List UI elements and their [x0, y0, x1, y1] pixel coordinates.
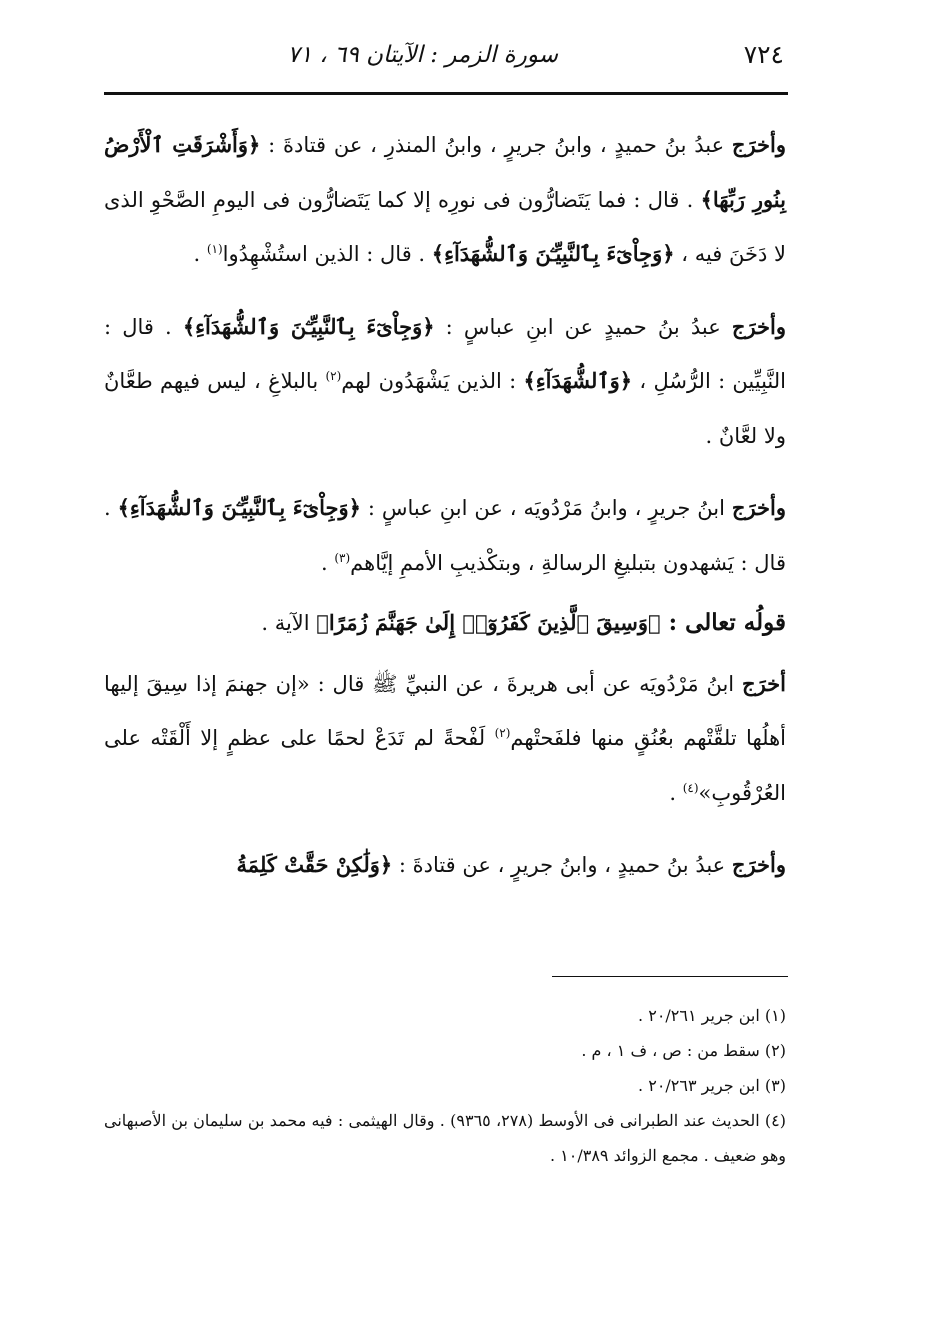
- quran-verse: ﴿وَسِيقَ ٱلَّذِينَ كَفَرُوٓا۟ إِلَىٰ جَهَنَّمَ زُمَرًا﴾: [316, 610, 661, 635]
- footnote-2: (٢) سقط من : ص ، ف ١ ، م .: [581, 1041, 786, 1060]
- paragraph-text: ابنُ مَرْدُويَه عن أبى هريرةَ ، عن النبيِّ ﷺ قال : «إن جهنمَ إذا سِيقَ إليها أهلُها تلقَّتْهم بعُنُقٍ منها فلفَحتْهم: [104, 671, 786, 750]
- paragraph-1: [104, 118, 786, 282]
- paragraph-text: . قال : الذين استُشْهِدُوا: [222, 242, 432, 266]
- paragraph-text: : الذين يَشْهَدُون لهم: [341, 369, 524, 393]
- quran-verse: ﴿وَلَٰكِنْ حَقَّتْ كَلِمَةُ: [236, 852, 393, 877]
- paragraph-5: [104, 838, 786, 893]
- footnotes: [104, 998, 786, 1173]
- paragraph-text: لَفْحةً لم تَدَعْ لحمًا على عظمٍ إلا أَلْقَتْه على العُرْقُوبِ»: [104, 726, 786, 805]
- paragraph-lead: أخرَج: [742, 670, 786, 696]
- paragraph-text: . قال : النَّبِيِّين : الرُّسُلِ ،: [104, 314, 786, 393]
- quran-verse: ﴿وَجِاْىٓءَ بِٱلنَّبِيِّـۧنَ وَٱلشُّهَدَآءِ﴾: [431, 241, 675, 266]
- header-rule: [104, 92, 788, 95]
- paragraph-lead: وأخرَج: [731, 132, 786, 157]
- paragraph-text: عبدُ بنُ حميدٍ عن ابنِ عباسٍ :: [434, 314, 732, 339]
- paragraph-text: . قال : يَشهدون بتبليغِ الرسالةِ ، وبتكْذيبِ الأممِ إيَّاهم: [104, 496, 786, 575]
- paragraph-4: [104, 657, 786, 821]
- paragraph-text: الآية .: [261, 611, 317, 635]
- footnote-ref: (٣): [334, 550, 351, 565]
- paragraph-text: عبدُ بنُ حميدٍ ، وابنُ جريرٍ ، وابنُ المنذرِ ، عن قتادةَ :: [260, 133, 732, 157]
- footnote-ref: (٢): [494, 726, 511, 740]
- footnote-4: (٤) الحديث عند الطبرانى فى الأوسط (٢٧٨، ٩٣٦٥) . وقال الهيثمى : فيه محمد بن سليمان بن الأصبهانى وهو ضعيف . مجمع الزوائد ١٠/٣٨٩ .: [104, 1111, 787, 1165]
- footnote-ref: (١): [206, 242, 223, 256]
- footnote-ref: (٢): [325, 369, 342, 383]
- running-title: سورة الزمر : الآيتان ٦٩ ، ٧١: [287, 42, 558, 68]
- quran-verse: ﴿وَجِاْىٓءَ بِٱلنَّبِيِّـۧنَ وَٱلشُّهَدَآءِ﴾: [182, 313, 435, 339]
- quran-verse: ﴿وَٱلشُّهَدَآءِ﴾: [523, 368, 633, 393]
- paragraph-text: .: [669, 780, 683, 805]
- page-number: ٧٢٤: [743, 40, 784, 69]
- quran-verse: ﴿وَجِاْىٓءَ بِٱلنَّبِيِّـۧنَ وَٱلشُّهَدَآءِ﴾: [117, 495, 361, 520]
- paragraph-text: بالبلاغِ ، ليس فيهم طعَّانٌ ولا لعَّانٌ .: [104, 369, 786, 448]
- main-text: [104, 118, 786, 893]
- paragraph-lead: وأخرَج: [731, 495, 786, 520]
- paragraph-lead: وأخرَج: [731, 852, 786, 877]
- footnote-3: (٣) ابن جرير ٢٠/٢٦٣ .: [638, 1076, 786, 1095]
- footnote-rule: [552, 976, 788, 977]
- paragraph-text: .: [320, 550, 335, 575]
- paragraph-3: [104, 481, 786, 590]
- paragraph-lead: وأخرَج: [731, 313, 786, 339]
- footnote-ref: (٤): [682, 780, 699, 795]
- footnote-1: (١) ابن جرير ٢٠/٢٦١ .: [638, 1006, 786, 1025]
- page-header: [108, 36, 784, 86]
- paragraph-text: عبدُ بنُ حميدٍ ، وابنُ جريرٍ ، عن قتادةَ :: [392, 853, 732, 877]
- section-heading: [104, 596, 786, 651]
- paragraph-text: .: [193, 242, 207, 266]
- paragraph-2: [104, 300, 786, 464]
- quran-verse: ﴿وَأَشْرَقَتِ ٱلْأَرْضُ بِنُورِ رَبِّهَا﴾: [104, 132, 786, 212]
- paragraph-text: . قال : فما يَتَضارُّون فى نورِه إلا كما يَتَضارُّون فى اليومِ الصَّحْوِ الذى لا دَخَنَ فيه ،: [104, 187, 786, 266]
- heading-lead: قولُه تعالى :: [660, 609, 786, 636]
- paragraph-text: ابنُ جريرٍ ، وابنُ مَرْدُويَه ، عن ابنِ عباسٍ :: [360, 496, 732, 520]
